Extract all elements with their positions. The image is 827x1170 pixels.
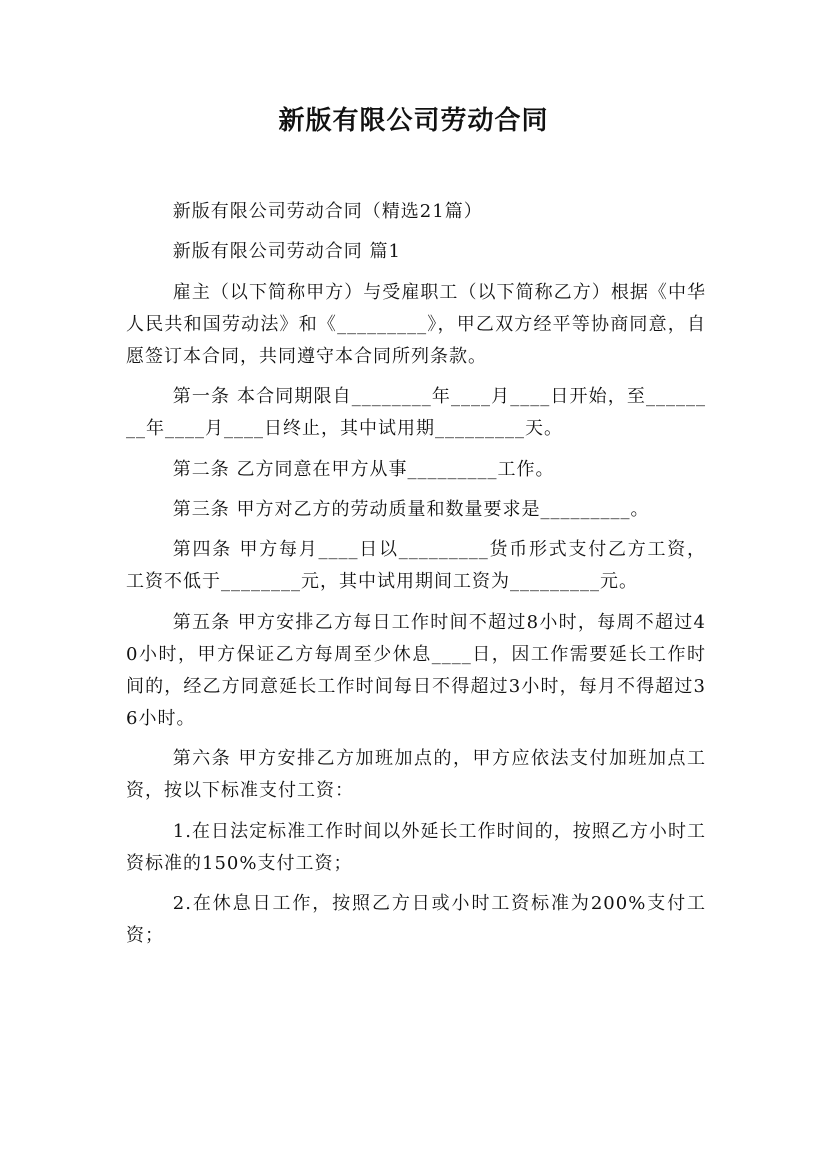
paragraph-item-2: 2.在休息日工作，按照乙方日或小时工资标准为200%支付工资； [126,892,706,946]
paragraph-article-3: 第三条 甲方对乙方的劳动质量和数量要求是_________。 [172,498,650,520]
document-title: 新版有限公司劳动合同 [278,106,549,136]
paragraph-item-1: 1.在日法定标准工作时间以外延长工作时间的，按照乙方小时工资标准的150%支付工资； [126,820,706,874]
paragraph-article-2: 第二条 乙方同意在甲方从事_________工作。 [172,458,555,480]
paragraph-article-1: 第一条 本合同期限自________年____月____日开始，至________年____月____日终止，其中试用期_________天。 [126,386,706,440]
document-body [126,196,706,960]
paragraph-article-4: 第四条 甲方每月____日以_________货币形式支付乙方工资，工资不低于________元，其中试用期间工资为_________元。 [126,539,706,593]
paragraph-article-5: 第五条 甲方安排乙方每日工作时间不超过8小时，每周不超过40小时，甲方保证乙方每周至少休息____日，因工作需要延长工作时间的，经乙方同意延长工作时间每日不得超过3小时，每月不得超过36小时。 [126,611,706,729]
paragraph-article-6: 第六条 甲方安排乙方加班加点的，甲方应依法支付加班加点工资，按以下标准支付工资： [126,748,706,802]
paragraph-subtitle: 新版有限公司劳动合同（精选21篇） [172,201,483,222]
paragraph-section-heading: 新版有限公司劳动合同 篇1 [172,241,401,263]
paragraph-preamble: 雇主（以下简称甲方）与受雇职工（以下简称乙方）根据《中华人民共和国劳动法》和《_________》，甲乙双方经平等协商同意，自愿签订本合同，共同遵守本合同所列条款。 [126,281,706,367]
